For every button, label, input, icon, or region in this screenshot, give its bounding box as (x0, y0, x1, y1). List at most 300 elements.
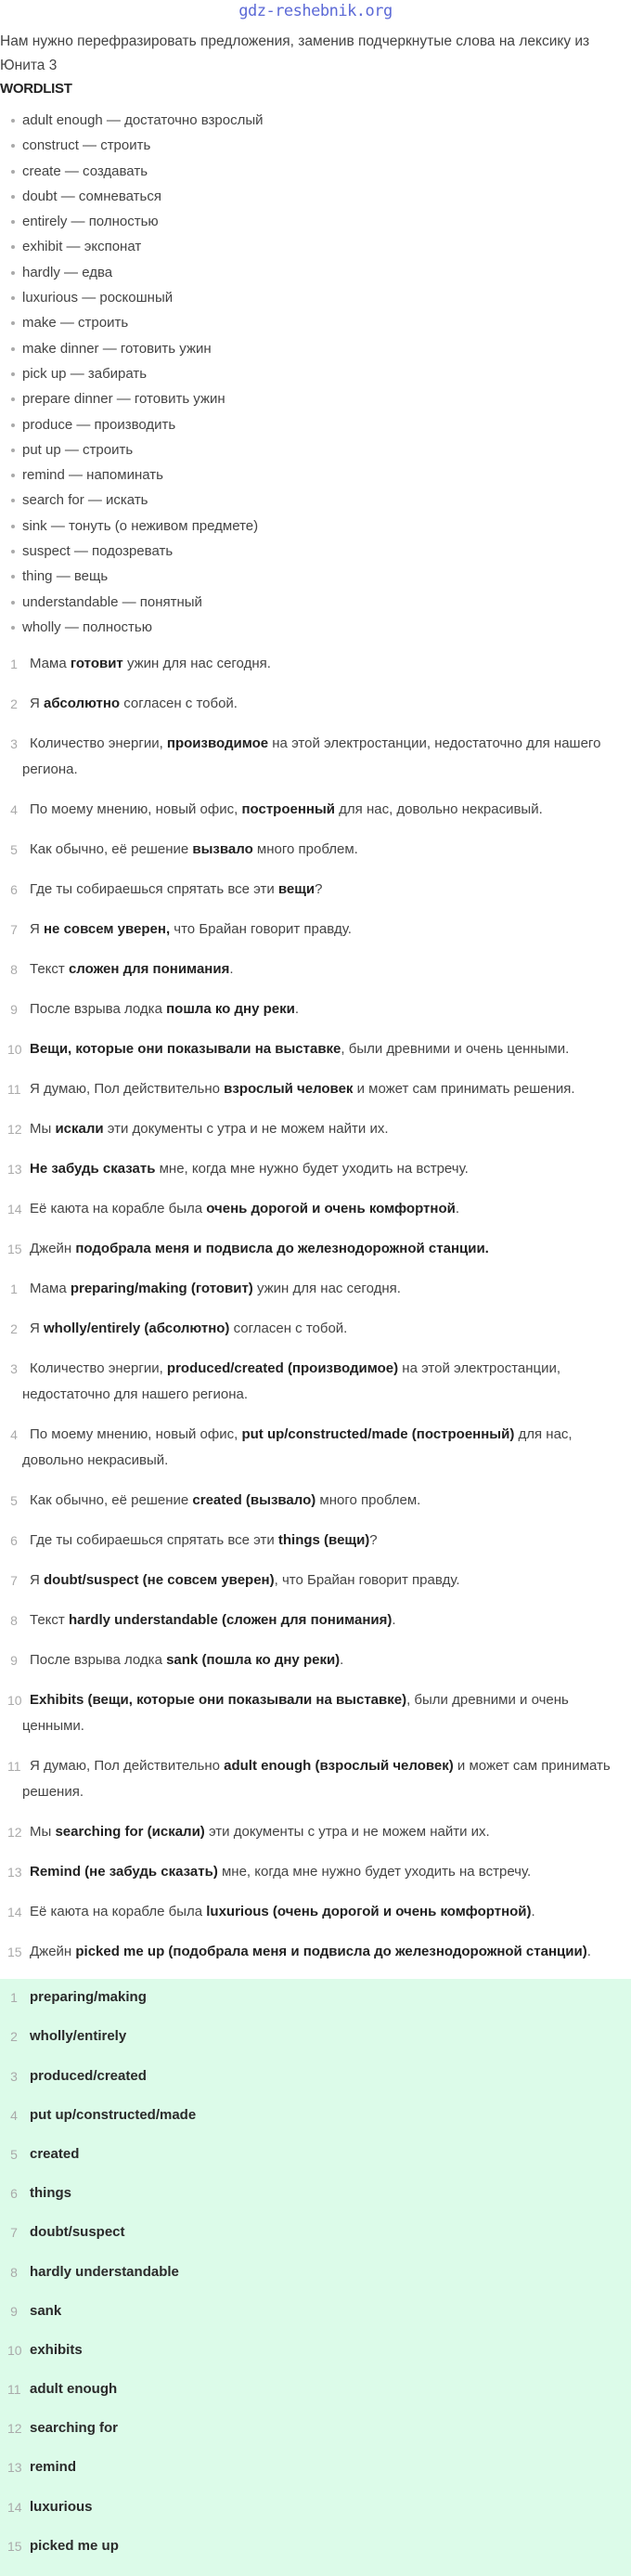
wordlist-item-text: put up — строить (22, 441, 134, 458)
answer-text (22, 2023, 618, 2049)
sentence-highlight: подобрала меня и подвисла до железнодорожной станции. (75, 1241, 489, 1257)
wordlist-item-text: thing — вещь (22, 568, 109, 585)
original-sentence (0, 1196, 631, 1222)
sentence-text (22, 691, 618, 717)
original-sentence (0, 1076, 631, 1102)
wordlist-item-text: understandable — понятный (22, 593, 202, 610)
wordlist-item (0, 234, 631, 259)
original-sentence (0, 691, 631, 717)
rewritten-sentence (0, 1647, 631, 1673)
sentence-post: мне, когда мне нужно будет уходить на встречу. (155, 1161, 469, 1177)
sentence-pre: После взрыва лодка (30, 1652, 167, 1669)
wordlist-item-text: make — строить (22, 315, 129, 332)
sentence-text (22, 1939, 618, 1965)
item-number: 8 (10, 962, 18, 978)
sentence-text (22, 877, 618, 903)
answer-text (22, 2259, 618, 2285)
bullet-icon (11, 372, 15, 376)
item-number: 15 (7, 2538, 22, 2554)
rewritten-sentence (0, 1422, 631, 1474)
bullet-icon (11, 626, 15, 630)
answer-item (0, 2219, 631, 2245)
bullet-icon (11, 271, 15, 275)
answer-item (0, 1984, 631, 2010)
sentence-text (22, 1687, 618, 1739)
sentence-text (22, 1859, 618, 1885)
original-sentence (0, 1036, 631, 1062)
answer-word: created (30, 2145, 80, 2162)
sentence-highlight: не совсем уверен, (44, 921, 171, 938)
answer-item (0, 2337, 631, 2363)
answer-item (0, 2063, 631, 2089)
sentence-pre: Джейн (30, 1944, 76, 1960)
item-number: 2 (10, 696, 18, 712)
item-number: 5 (10, 2146, 18, 2162)
sentence-post: на этой электростанции, недостаточно для нашего региона. (22, 1360, 561, 1403)
original-sentence (0, 731, 631, 783)
sentence-post: ужин для нас сегодня. (122, 656, 271, 672)
item-number: 7 (10, 922, 18, 938)
sentence-text (22, 1753, 618, 1805)
rewritten-sentence (0, 1753, 631, 1805)
answers-list (0, 1984, 631, 2559)
sentence-highlight: построенный (241, 801, 335, 818)
item-number: 12 (7, 1122, 22, 1138)
item-number: 5 (10, 1493, 18, 1509)
sentence-text (22, 651, 618, 677)
sentence-post: для нас, довольно некрасивый. (22, 1426, 573, 1469)
rewritten-sentence (0, 1356, 631, 1408)
sentence-pre: Мама (30, 1281, 71, 1297)
answer-item (0, 2533, 631, 2559)
bullet-icon (11, 321, 15, 325)
wordlist-item (0, 386, 631, 411)
answer-word: doubt/suspect (30, 2224, 125, 2241)
answer-text (22, 2102, 618, 2128)
original-sentence (0, 837, 631, 863)
sentence-pre: Её каюта на корабле была (30, 1201, 207, 1217)
rewritten-sentence (0, 1859, 631, 1885)
wordlist-item (0, 285, 631, 310)
item-number: 2 (10, 1321, 18, 1337)
sentence-pre: Как обычно, её решение (30, 841, 193, 858)
sentence-highlight: put up/constructed/made (построенный) (241, 1426, 515, 1443)
original-sentence (0, 956, 631, 982)
sentence-post: и может сам принимать решения. (22, 1758, 611, 1801)
rewritten-sentence (0, 1316, 631, 1342)
original-sentence (0, 1236, 631, 1262)
sentence-highlight: взрослый человек (224, 1081, 354, 1098)
answer-item (0, 2415, 631, 2441)
wordlist-item (0, 437, 631, 462)
item-number: 13 (7, 1162, 22, 1177)
wordlist-item (0, 133, 631, 158)
answer-item (0, 2298, 631, 2324)
item-number: 10 (7, 1042, 22, 1058)
rewritten-sentence (0, 1528, 631, 1554)
answer-text (22, 2337, 618, 2363)
sentence-post: и может сам принимать решения. (353, 1081, 575, 1098)
item-number: 7 (10, 2225, 18, 2241)
sentence-post: . (455, 1201, 460, 1217)
sentence-post: ? (315, 881, 323, 898)
item-number: 11 (7, 2382, 21, 2398)
item-number: 5 (10, 842, 18, 858)
sentence-post: мне, когда мне нужно будет уходить на встречу. (217, 1864, 532, 1880)
original-sentence (0, 1156, 631, 1182)
sentence-pre: Я (30, 696, 44, 712)
sentence-highlight: Не забудь сказать (30, 1161, 156, 1177)
wordlist-item-text: remind — напоминать (22, 467, 163, 484)
wordlist-item (0, 590, 631, 615)
rewritten-sentence (0, 1939, 631, 1965)
answer-text (22, 2180, 618, 2206)
answer-word: luxurious (30, 2498, 93, 2515)
original-sentence (0, 917, 631, 943)
sentence-highlight: пошла ко дну реки (166, 1001, 295, 1018)
answer-word: things (30, 2185, 71, 2202)
sentence-highlight: created (вызвало) (192, 1492, 316, 1509)
sentence-post: . (392, 1612, 396, 1629)
sentence-post: . (229, 961, 234, 978)
answer-text (22, 2063, 618, 2089)
item-number: 15 (7, 1945, 22, 1960)
rewritten-sentence (0, 1568, 631, 1594)
sentence-highlight: preparing/making (готовит) (70, 1281, 253, 1297)
rewritten-sentence (0, 1488, 631, 1514)
sentence-post: эти документы с утра и не можем найти их. (103, 1121, 389, 1138)
sentence-post: . (586, 1944, 591, 1960)
sentence-post: ужин для нас сегодня. (252, 1281, 401, 1297)
wordlist-item-text: luxurious — роскошный (22, 290, 174, 306)
sentence-pre: Я (30, 921, 44, 938)
wordlist-item (0, 260, 631, 285)
sentence-highlight: абсолютно (44, 696, 121, 712)
bullet-icon (11, 397, 15, 401)
item-number: 10 (7, 1693, 22, 1709)
bullet-icon (11, 601, 15, 605)
wordlist-item (0, 184, 631, 209)
sentence-pre: По моему мнению, новый офис, (30, 1426, 242, 1443)
rewritten-sentence (0, 1687, 631, 1739)
sentence-text (22, 1356, 618, 1408)
wordlist-item (0, 539, 631, 564)
answer-word: put up/constructed/made (30, 2106, 197, 2123)
rewritten-sentence (0, 1819, 631, 1845)
sentence-post: эти документы с утра и не можем найти их. (204, 1824, 490, 1841)
sentence-highlight: вызвало (192, 841, 253, 858)
wordlist-item (0, 412, 631, 437)
item-number: 14 (7, 1905, 22, 1920)
sentence-pre: Её каюта на корабле была (30, 1904, 207, 1920)
rewritten-sentences (0, 1276, 631, 1965)
wordlist-item-text: create — создавать (22, 163, 148, 179)
sentence-pre: Текст (30, 1612, 69, 1629)
sentence-highlight: готовит (70, 656, 123, 672)
sentence-text (22, 1647, 618, 1673)
answer-text (22, 2415, 618, 2441)
wordlist-item-text: make dinner — готовить ужин (22, 340, 212, 357)
answer-word: remind (30, 2459, 77, 2476)
sentence-pre: Мы (30, 1121, 56, 1138)
sentence-post: согласен с тобой. (120, 696, 238, 712)
original-sentence (0, 877, 631, 903)
sentence-highlight: picked me up (подобрала меня и подвисла до железнодорожной станции) (75, 1944, 587, 1960)
item-number: 11 (7, 1759, 21, 1775)
sentence-highlight: produced/created (производимое) (166, 1360, 399, 1377)
wordlist-item (0, 462, 631, 488)
item-number: 9 (10, 2303, 18, 2319)
wordlist (0, 108, 631, 640)
item-number: 8 (10, 2264, 18, 2280)
answer-item (0, 2259, 631, 2285)
wordlist-item (0, 159, 631, 184)
bullet-icon (11, 499, 15, 502)
sentence-post: . (340, 1652, 344, 1669)
sentence-text (22, 797, 618, 823)
answers-panel (0, 1979, 631, 2576)
sentence-post: , были древними и очень ценными. (341, 1041, 570, 1058)
item-number: 11 (7, 1082, 21, 1098)
wordlist-item (0, 336, 631, 361)
sentence-text (22, 837, 618, 863)
sentence-highlight: things (вещи) (277, 1532, 370, 1549)
answer-word: preparing/making (30, 1989, 147, 2006)
sentence-highlight: wholly/entirely (абсолютно) (44, 1321, 230, 1337)
item-number: 6 (10, 1533, 18, 1549)
sentence-text (22, 1316, 618, 1342)
sentence-highlight: hardly understandable (сложен для понимания) (68, 1612, 393, 1629)
wordlist-item-text: pick up — забирать (22, 365, 148, 382)
bullet-icon (11, 525, 15, 528)
wordlist-item-text: wholly — полностью (22, 618, 152, 635)
sentence-highlight: searching for (искали) (55, 1824, 205, 1841)
sentence-text (22, 917, 618, 943)
answer-word: exhibits (30, 2341, 83, 2358)
original-sentence (0, 651, 631, 677)
wordlist-item (0, 514, 631, 539)
wordlist-item-text: suspect — подозревать (22, 543, 174, 560)
answer-text (22, 2533, 618, 2559)
answer-text (22, 2454, 618, 2480)
sentence-pre: По моему мнению, новый офис, (30, 801, 242, 818)
item-number: 12 (7, 2421, 22, 2437)
answer-word: wholly/entirely (30, 2028, 127, 2045)
sentence-text (22, 1236, 618, 1262)
sentence-text (22, 1156, 618, 1182)
bullet-icon (11, 119, 15, 123)
sentence-post: что Брайан говорит правду. (170, 921, 352, 938)
answer-word: picked me up (30, 2537, 119, 2554)
answer-word: sank (30, 2302, 62, 2319)
sentence-text (22, 996, 618, 1022)
answer-item (0, 2376, 631, 2402)
bullet-icon (11, 195, 15, 199)
sentence-post: , что Брайан говорит правду. (274, 1572, 460, 1589)
sentence-highlight: Remind (не забудь сказать) (30, 1864, 218, 1880)
rewritten-sentence (0, 1276, 631, 1302)
answer-word: hardly understandable (30, 2263, 179, 2280)
sentence-text (22, 1528, 618, 1554)
wordlist-item (0, 310, 631, 335)
item-number: 14 (7, 1202, 22, 1217)
wordlist-item-text: produce — производить (22, 416, 176, 433)
wordlist-item (0, 488, 631, 513)
sentence-post: много проблем. (252, 841, 358, 858)
original-sentence (0, 996, 631, 1022)
sentence-highlight: сложен для понимания (68, 961, 230, 978)
sentence-text (22, 1036, 618, 1062)
sentence-text (22, 1899, 618, 1925)
sentence-pre: Мама (30, 656, 71, 672)
item-number: 3 (10, 1361, 18, 1377)
sentence-highlight: luxurious (очень дорогой и очень комфортной) (206, 1904, 532, 1920)
sentence-text (22, 1568, 618, 1594)
wordlist-item-text: sink — тонуть (о неживом предмете) (22, 517, 259, 534)
answer-text (22, 1984, 618, 2010)
wordlist-item-text: prepare dinner — готовить ужин (22, 391, 225, 408)
sentence-pre: Как обычно, её решение (30, 1492, 193, 1509)
wordlist-item (0, 361, 631, 386)
rewritten-sentence (0, 1899, 631, 1925)
sentence-highlight: adult enough (взрослый человек) (224, 1758, 454, 1775)
bullet-icon (11, 144, 15, 148)
wordlist-item (0, 209, 631, 234)
answer-text (22, 2141, 618, 2167)
sentence-text (22, 731, 618, 783)
item-number: 12 (7, 1825, 22, 1841)
bullet-icon (11, 245, 15, 249)
sentence-post: на этой электростанции, недостаточно для нашего региона. (22, 735, 601, 778)
original-sentences (0, 651, 631, 1262)
sentence-text (22, 1422, 618, 1474)
wordlist-item (0, 615, 631, 640)
sentence-highlight: вещи (277, 881, 316, 898)
sentence-highlight: Вещи, которые они показывали на выставке (30, 1041, 341, 1058)
sentence-text (22, 1076, 618, 1102)
answer-item (0, 2454, 631, 2480)
answer-word: produced/created (30, 2067, 147, 2084)
item-number: 14 (7, 2499, 22, 2515)
sentence-post: много проблем. (316, 1492, 421, 1509)
wordlist-item-text: adult enough — достаточно взрослый (22, 112, 264, 128)
bullet-icon (11, 220, 15, 224)
sentence-highlight: искали (55, 1121, 104, 1138)
task-instruction: Нам нужно перефразировать предложения, заменив подчеркнутые слова на лексику из Юнита 3 (0, 33, 590, 73)
answer-item (0, 2141, 631, 2167)
answer-item (0, 2102, 631, 2128)
sentence-pre: Я (30, 1321, 44, 1337)
sentence-pre: Количество энергии, (30, 735, 167, 752)
sentence-post: . (531, 1904, 535, 1920)
answer-text (22, 2494, 618, 2520)
sentence-pre: Мы (30, 1824, 56, 1841)
answer-text (22, 2219, 618, 2245)
sentence-pre: Джейн (30, 1241, 76, 1257)
item-number: 7 (10, 1573, 18, 1589)
item-number: 4 (10, 2107, 18, 2123)
item-number: 3 (10, 736, 18, 752)
item-number: 13 (7, 1865, 22, 1880)
sentence-text (22, 1819, 618, 1845)
sentence-pre: После взрыва лодка (30, 1001, 167, 1018)
sentence-text (22, 1607, 618, 1633)
sentence-highlight: sank (пошла ко дну реки) (166, 1652, 341, 1669)
item-number: 2 (10, 2029, 18, 2045)
rewritten-sentence (0, 1607, 631, 1633)
bullet-icon (11, 449, 15, 452)
wordlist-item (0, 564, 631, 589)
answer-text (22, 2298, 618, 2324)
sentence-text (22, 1488, 618, 1514)
sentence-post: . (294, 1001, 299, 1018)
sentence-post: согласен с тобой. (229, 1321, 348, 1337)
bullet-icon (11, 170, 15, 174)
wordlist-item-text: exhibit — экспонат (22, 239, 142, 255)
answer-text (22, 2376, 618, 2402)
bullet-icon (11, 296, 15, 300)
wordlist-item (0, 108, 631, 133)
item-number: 13 (7, 2460, 22, 2476)
sentence-post: для нас, довольно некрасивый. (335, 801, 543, 818)
answer-item (0, 2494, 631, 2520)
sentence-text (22, 1196, 618, 1222)
sentence-post: ? (369, 1532, 378, 1549)
bullet-icon (11, 423, 15, 427)
item-number: 1 (10, 1990, 18, 2006)
bullet-icon (11, 347, 15, 351)
sentence-highlight: Exhibits (вещи, которые они показывали на выставке) (30, 1692, 407, 1709)
answer-item (0, 2023, 631, 2049)
sentence-pre: Я думаю, Пол действительно (30, 1758, 225, 1775)
wordlist-item-text: hardly — едва (22, 264, 113, 280)
item-number: 1 (10, 1281, 18, 1297)
wordlist-item-text: doubt — сомневаться (22, 188, 161, 204)
answer-word: searching for (30, 2420, 119, 2437)
sentence-pre: Количество энергии, (30, 1360, 167, 1377)
sentence-pre: Я думаю, Пол действительно (30, 1081, 225, 1098)
wordlist-item-text: construct — строить (22, 137, 151, 154)
item-number: 4 (10, 802, 18, 818)
sentence-pre: Где ты собираешься спрятать все эти (30, 881, 278, 898)
sentence-pre: Текст (30, 961, 69, 978)
sentence-pre: Где ты собираешься спрятать все эти (30, 1532, 278, 1549)
item-number: 10 (7, 2342, 22, 2358)
sentence-pre: Я (30, 1572, 44, 1589)
bullet-icon (11, 575, 15, 579)
sentence-highlight: очень дорогой и очень комфортной (206, 1201, 456, 1217)
sentence-text (22, 956, 618, 982)
sentence-highlight: производимое (166, 735, 269, 752)
item-number: 6 (10, 2186, 18, 2202)
wordlist-item-text: entirely — полностью (22, 214, 159, 230)
answer-word: adult enough (30, 2381, 118, 2398)
original-sentence (0, 797, 631, 823)
item-number: 8 (10, 1613, 18, 1629)
item-number: 9 (10, 1653, 18, 1669)
item-number: 15 (7, 1242, 22, 1257)
item-number: 3 (10, 2068, 18, 2084)
original-sentence (0, 1116, 631, 1142)
wordlist-heading: WORDLIST (0, 81, 72, 97)
wordlist-item-text: search for — искать (22, 492, 148, 509)
item-number: 9 (10, 1002, 18, 1018)
sentence-text (22, 1276, 618, 1302)
answer-item (0, 2180, 631, 2206)
item-number: 1 (10, 657, 18, 672)
sentence-post: , были древними и очень ценными. (22, 1692, 569, 1735)
bullet-icon (11, 550, 15, 553)
